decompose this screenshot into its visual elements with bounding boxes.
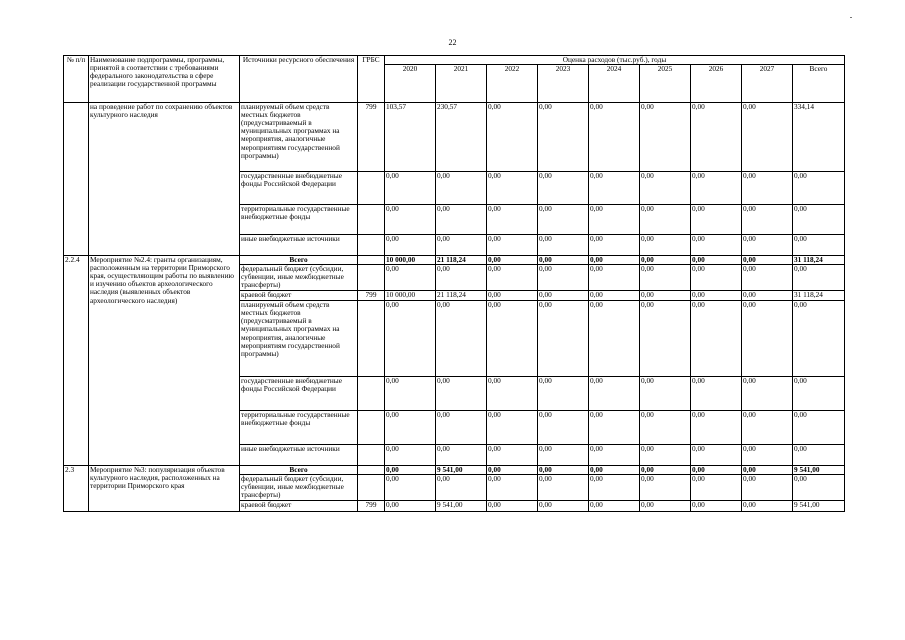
funding-source: планируемый объем средств местных бюджетов (предусматриваемый в муниципальных программах на мероприятия, аналогичные мероприятиям государственной программы) [240,103,358,172]
funding-source: федеральный бюджет (субсидии, субвенции, иные межбюджетные трансферты) [240,475,358,501]
amount-cell: 0,00 [487,103,538,172]
amount-cell: 0,00 [640,475,691,501]
amount-cell: 0,00 [538,103,589,172]
amount-cell: 0,00 [691,103,742,172]
amount-cell: 0,00 [589,256,640,265]
amount-cell: 0,00 [589,291,640,301]
header-year: 2026 [691,65,742,103]
amount-cell: 0,00 [742,172,793,205]
amount-cell: 0,00 [487,377,538,411]
header-name: Наименование подпрограммы, программы, принятой в соответствии с требованиями федерального законодательства в сфере реализации государственной программы [89,56,240,103]
grbs-code: 799 [358,291,385,301]
page-number: 22 [448,38,457,47]
grbs-code [358,466,385,475]
grbs-code [358,411,385,445]
amount-cell: 0,00 [589,411,640,445]
grbs-code: 799 [358,501,385,512]
amount-cell: 0,00 [793,411,845,445]
amount-cell: 0,00 [793,377,845,411]
row-number [64,103,89,256]
amount-cell: 334,14 [793,103,845,172]
amount-cell: 0,00 [640,205,691,235]
amount-cell: 0,00 [742,445,793,466]
amount-cell: 103,57 [385,103,436,172]
amount-cell: 0,00 [385,235,436,256]
amount-cell: 0,00 [487,411,538,445]
amount-cell: 0,00 [487,205,538,235]
amount-cell: 0,00 [487,466,538,475]
amount-cell: 0,00 [436,265,487,291]
amount-cell: 0,00 [793,265,845,291]
header-year: 2027 [742,65,793,103]
amount-cell: 0,00 [691,265,742,291]
table-row-total [64,256,845,265]
header-no: № п/п [64,56,89,103]
amount-cell: 9 541,00 [793,466,845,475]
budget-table [63,55,845,512]
amount-cell: 0,00 [538,475,589,501]
amount-cell: 0,00 [487,235,538,256]
amount-cell: 0,00 [385,501,436,512]
amount-cell: 0,00 [793,235,845,256]
amount-cell: 0,00 [487,501,538,512]
amount-cell: 0,00 [538,235,589,256]
amount-cell: 0,00 [793,301,845,377]
funding-source: Всего [240,466,358,475]
funding-source: иные внебюджетные источники [240,445,358,466]
measure-name: на проведение работ по сохранению объектов культурного наследия [89,103,240,256]
amount-cell: 0,00 [487,475,538,501]
amount-cell: 0,00 [793,445,845,466]
row-number: 2.3 [64,466,89,512]
amount-cell: 0,00 [538,377,589,411]
amount-cell: 0,00 [640,301,691,377]
amount-cell: 21 118,24 [436,291,487,301]
amount-cell: 230,57 [436,103,487,172]
grbs-code [358,256,385,265]
amount-cell: 0,00 [640,377,691,411]
amount-cell: 0,00 [640,235,691,256]
amount-cell: 0,00 [538,501,589,512]
amount-cell: 10 000,00 [385,256,436,265]
measure-name: Мероприятие №2.4: гранты организациям, расположенным на территории Приморского края, осуществляющим работы по выявлению и изучению объектов археологического наследия (выявленных объектов археологического наследия) [89,256,240,466]
amount-cell: 0,00 [436,172,487,205]
amount-cell: 0,00 [589,377,640,411]
measure-name: Мероприятие №3: популяризация объектов культурного наследия, расположенных на территории Приморского края [89,466,240,512]
amount-cell: 0,00 [538,301,589,377]
amount-cell: 0,00 [793,172,845,205]
amount-cell: 0,00 [385,301,436,377]
amount-cell: 0,00 [436,205,487,235]
funding-source: краевой бюджет [240,291,358,301]
amount-cell: 0,00 [487,172,538,205]
amount-cell: 31 118,24 [793,291,845,301]
amount-cell: 0,00 [538,411,589,445]
funding-source: территориальные государственные внебюджетные фонды [240,205,358,235]
amount-cell: 0,00 [538,205,589,235]
amount-cell: 0,00 [385,205,436,235]
header-year: 2021 [436,65,487,103]
amount-cell: 0,00 [436,301,487,377]
amount-cell: 0,00 [640,256,691,265]
amount-cell: 0,00 [538,256,589,265]
amount-cell: 0,00 [436,445,487,466]
amount-cell: 0,00 [436,475,487,501]
amount-cell: 0,00 [691,445,742,466]
header-estimate: Оценка расходов (тыс.руб.), годы [385,56,845,65]
amount-cell: 9 541,00 [793,501,845,512]
header-year: Всего [793,65,845,103]
amount-cell: 0,00 [538,291,589,301]
grbs-code [358,172,385,205]
amount-cell: 0,00 [793,475,845,501]
amount-cell: 0,00 [436,377,487,411]
header-year: 2022 [487,65,538,103]
amount-cell: 0,00 [793,205,845,235]
amount-cell: 0,00 [691,235,742,256]
grbs-code [358,265,385,291]
amount-cell: 0,00 [691,475,742,501]
amount-cell: 0,00 [640,291,691,301]
amount-cell: 0,00 [742,411,793,445]
amount-cell: 0,00 [640,466,691,475]
amount-cell: 0,00 [742,475,793,501]
grbs-code [358,377,385,411]
amount-cell: 0,00 [691,301,742,377]
amount-cell: 9 541,00 [436,466,487,475]
amount-cell: 0,00 [487,301,538,377]
amount-cell: 0,00 [742,205,793,235]
amount-cell: 0,00 [589,172,640,205]
amount-cell: 0,00 [589,301,640,377]
amount-cell: 0,00 [589,265,640,291]
amount-cell: 0,00 [385,466,436,475]
amount-cell: 0,00 [742,103,793,172]
amount-cell: 0,00 [691,291,742,301]
amount-cell: 31 118,24 [793,256,845,265]
amount-cell: 0,00 [538,466,589,475]
funding-source: государственные внебюджетные фонды Российской Федерации [240,172,358,205]
amount-cell: 0,00 [589,466,640,475]
amount-cell: 0,00 [385,411,436,445]
grbs-code [358,475,385,501]
amount-cell: 0,00 [436,235,487,256]
amount-cell: 0,00 [691,466,742,475]
amount-cell: 0,00 [742,291,793,301]
amount-cell: 21 118,24 [436,256,487,265]
amount-cell: 0,00 [742,256,793,265]
amount-cell: 0,00 [487,445,538,466]
row-number: 2.2.4 [64,256,89,466]
amount-cell: 0,00 [385,265,436,291]
amount-cell: 0,00 [385,445,436,466]
grbs-code [358,235,385,256]
funding-source: Всего [240,256,358,265]
funding-source: планируемый объем средств местных бюджетов (предусматриваемый в муниципальных программах на мероприятия, аналогичные мероприятиям государственной программы) [240,301,358,377]
amount-cell: 0,00 [742,235,793,256]
header-year: 2020 [385,65,436,103]
amount-cell: 0,00 [538,172,589,205]
header-grbs: ГРБС [358,56,385,103]
amount-cell: 0,00 [385,172,436,205]
table-row-total [64,466,845,475]
amount-cell: 0,00 [742,377,793,411]
amount-cell: 0,00 [487,256,538,265]
amount-cell: 0,00 [589,205,640,235]
amount-cell: 0,00 [589,501,640,512]
amount-cell: 0,00 [487,265,538,291]
amount-cell: 0,00 [385,475,436,501]
amount-cell: 0,00 [742,501,793,512]
funding-source: краевой бюджет [240,501,358,512]
grbs-code [358,445,385,466]
amount-cell: 0,00 [742,301,793,377]
amount-cell: 0,00 [640,265,691,291]
amount-cell: 0,00 [691,172,742,205]
amount-cell: 0,00 [589,445,640,466]
amount-cell: 0,00 [538,265,589,291]
header-year: 2024 [589,65,640,103]
amount-cell: 0,00 [640,172,691,205]
header-year: 2023 [538,65,589,103]
scan-speck [850,17,852,18]
funding-source: территориальные государственные внебюджетные фонды [240,411,358,445]
grbs-code: 799 [358,103,385,172]
amount-cell: 0,00 [589,235,640,256]
funding-source: иные внебюджетные источники [240,235,358,256]
amount-cell: 0,00 [640,103,691,172]
amount-cell: 0,00 [385,377,436,411]
amount-cell: 0,00 [691,205,742,235]
amount-cell: 0,00 [691,377,742,411]
amount-cell: 0,00 [691,501,742,512]
amount-cell: 0,00 [436,411,487,445]
amount-cell: 10 000,00 [385,291,436,301]
amount-cell: 0,00 [640,501,691,512]
amount-cell: 0,00 [640,411,691,445]
amount-cell: 0,00 [589,103,640,172]
header-year: 2025 [640,65,691,103]
amount-cell: 0,00 [742,466,793,475]
amount-cell: 0,00 [538,445,589,466]
funding-source: государственные внебюджетные фонды Российской Федерации [240,377,358,411]
table-row [64,103,845,172]
amount-cell: 0,00 [691,411,742,445]
amount-cell: 0,00 [691,256,742,265]
funding-source: федеральный бюджет (субсидии, субвенции, иные межбюджетные трансферты) [240,265,358,291]
amount-cell: 0,00 [589,475,640,501]
grbs-code [358,301,385,377]
grbs-code [358,205,385,235]
amount-cell: 0,00 [487,291,538,301]
amount-cell: 0,00 [640,445,691,466]
amount-cell: 0,00 [742,265,793,291]
header-source: Источники ресурсного обеспечения [240,56,358,103]
amount-cell: 9 541,00 [436,501,487,512]
